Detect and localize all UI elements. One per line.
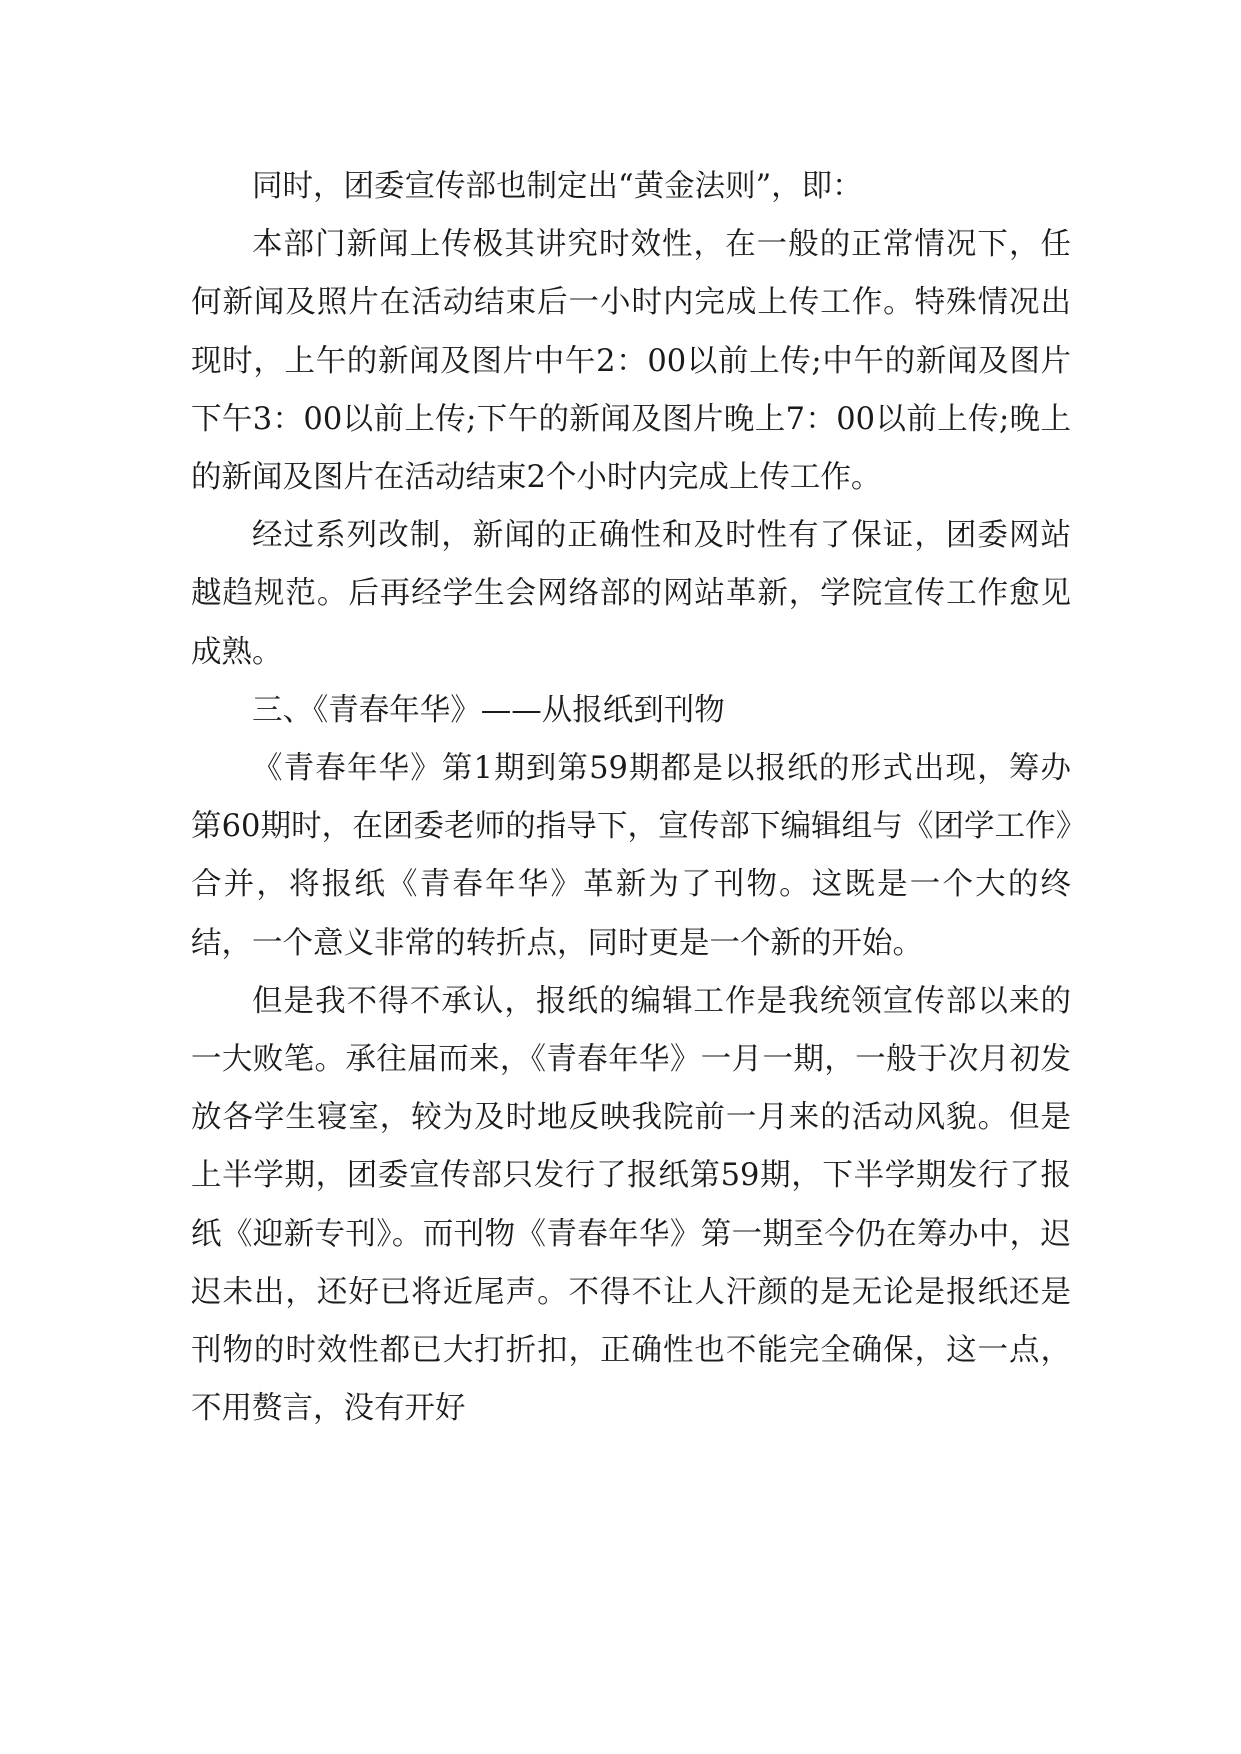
paragraph-golden-rule-intro: 同时，团委宣传部也制定出“黄金法则”，即：: [252, 169, 863, 204]
document-body: [191, 158, 1071, 1438]
paragraph-reform-results: 经过系列改制，新闻的正确性和及时性有了保证，团委网站越趋规范。后再经学生会网络部的网站革新，学院宣传工作愈见成熟。: [191, 518, 1071, 670]
paragraph-editing-shortcomings: 但是我不得不承认，报纸的编辑工作是我统领宣传部以来的一大败笔。承往届而来，《青春年华》一月一期，一般于次月初发放各学生寝室，较为及时地反映我院前一月来的活动风貌。但是上半学期，团委宣传部只发行了报纸第59期，下半学期发行了报纸《迎新专刊》。而刊物《青春年华》第一期至今仍在筹办中，迟迟未出，还好已将近尾声。不得不让人汗颜的是无论是报纸还是刊物的时效性都已大打折扣，正确性也不能完全确保，这一点，不用赘言，没有开好: [191, 983, 1071, 1427]
paragraph-upload-timeliness: 本部门新闻上传极其讲究时效性，在一般的正常情况下，任何新闻及照片在活动结束后一小时内完成上传工作。特殊情况出现时，上午的新闻及图片中午2：00以前上传;中午的新闻及图片下午3：00以前上传;下午的新闻及图片晚上7：00以前上传;晚上的新闻及图片在活动结束2个小时内完成上传工作。: [191, 227, 1071, 496]
paragraph-newspaper-to-magazine: 《青春年华》第1期到第59期都是以报纸的形式出现，筹办第60期时，在团委老师的指导下，宣传部下编辑组与《团学工作》合并，将报纸《青春年华》革新为了刊物。这既是一个大的终结，一个意义非常的转折点，同时更是一个新的开始。: [191, 751, 1071, 961]
section-heading: 三、《青春年华》——从报纸到刊物: [252, 692, 725, 728]
